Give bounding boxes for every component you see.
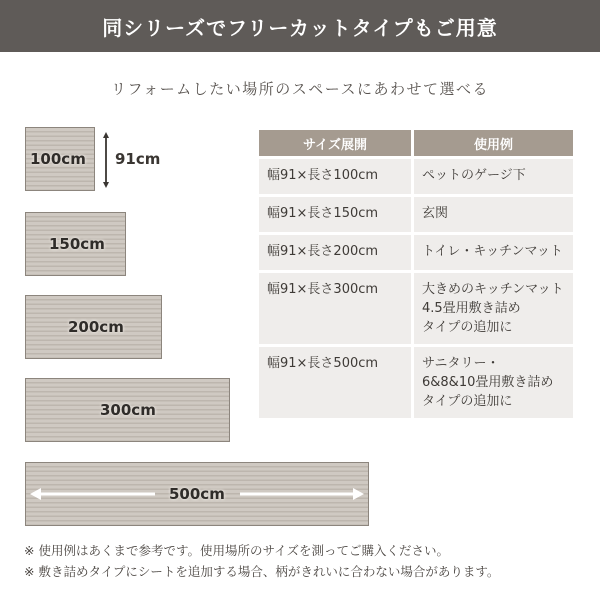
width-arrow-icon (103, 132, 109, 188)
size-cell: 幅91×長さ150cm (259, 197, 411, 232)
header-banner (0, 0, 600, 52)
table-row (259, 235, 573, 270)
size-cell: 幅91×長さ200cm (259, 235, 411, 270)
table-row (259, 197, 573, 232)
use-cell (414, 197, 573, 232)
use-line: 6&8&10畳用敷き詰め (422, 375, 554, 390)
use-cell (414, 347, 573, 418)
mat-200cm (25, 295, 162, 359)
size-cell: 幅91×長さ300cm (259, 273, 411, 344)
note-usage: ※ 使用例はあくまで参考です。使用場所のサイズを測ってご購入ください。 (24, 543, 449, 558)
use-line: 大きめのキッチンマット (422, 282, 564, 297)
use-line: タイプの追加に (422, 394, 513, 409)
mat-100cm (25, 127, 95, 191)
use-line: 4.5畳用敷き詰め (422, 301, 521, 316)
mat-label-200: 200cm (68, 318, 124, 336)
mat-label-100: 100cm (30, 150, 86, 168)
use-cell (414, 235, 573, 270)
use-line: トイレ・キッチンマット (422, 244, 563, 259)
use-cell (414, 273, 573, 344)
table-row (259, 273, 573, 344)
table-header-row (259, 130, 573, 156)
subtitle: リフォームしたい場所のスペースにあわせて選べる (110, 80, 489, 98)
length-arrow-icon (30, 486, 364, 502)
size-cell: 幅91×長さ100cm (259, 159, 411, 194)
mat-label-500: 500cm (169, 485, 225, 503)
notes (24, 540, 584, 582)
use-line: ペットのゲージ下 (422, 168, 526, 183)
header-title: 同シリーズでフリーカットタイプもご用意 (102, 15, 498, 40)
mat-label-150: 150cm (49, 235, 105, 253)
use-line: 玄関 (422, 206, 449, 221)
use-line: サニタリー・ (422, 356, 500, 371)
header-size: サイズ展開 (259, 130, 411, 156)
header-use: 使用例 (414, 130, 573, 156)
mat-label-300: 300cm (100, 401, 156, 419)
use-cell (414, 159, 573, 194)
size-table (256, 127, 576, 421)
table-row (259, 347, 573, 418)
size-cell: 幅91×長さ500cm (259, 347, 411, 418)
use-line: タイプの追加に (422, 320, 513, 335)
note-pattern: ※ 敷き詰めタイプにシートを追加する場合、柄がきれいに合わない場合があります。 (24, 564, 500, 579)
width-label: 91cm (115, 150, 161, 168)
mat-300cm (25, 378, 230, 442)
mat-150cm (25, 212, 126, 276)
table-row (259, 159, 573, 194)
